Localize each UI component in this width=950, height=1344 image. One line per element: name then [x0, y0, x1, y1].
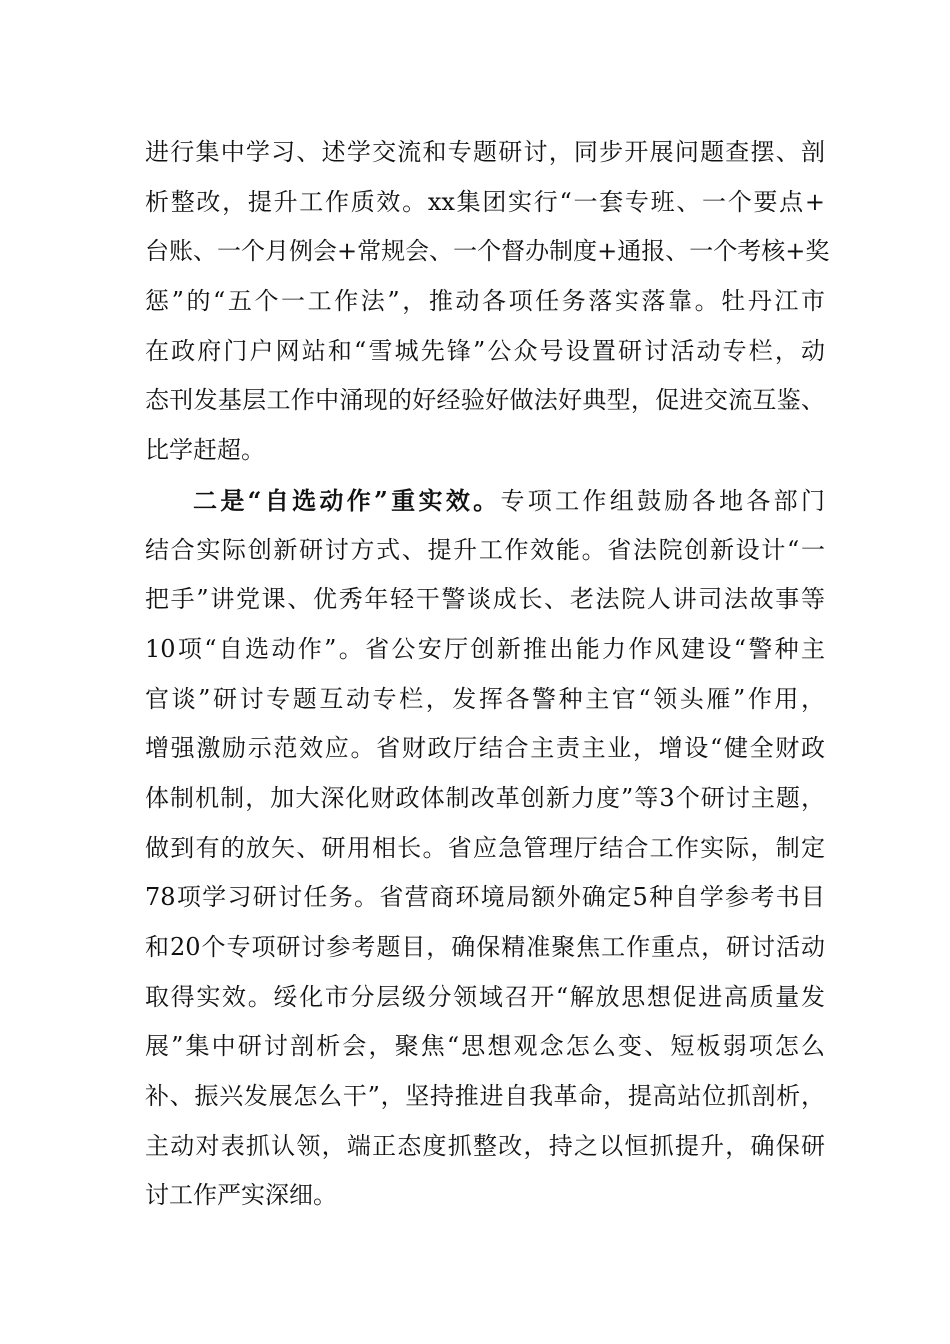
section-heading: 二是“自选动作”重实效。 [193, 485, 501, 515]
text-line: 比学赶超。 [145, 436, 265, 465]
text-line: 做到有的放矢、研用相长。省应急管理厅结合工作实际，制定 [145, 833, 825, 862]
text-line: 主动对表抓认领，端正态度抓整改，持之以恒抓提升，确保研 [145, 1131, 825, 1160]
text-line: 增强激励示范效应。省财政厅结合主责主业，增设“健全财政 [145, 734, 825, 763]
text-line: 态刊发基层工作中涌现的好经验好做法好典型，促进交流互鉴、 [145, 386, 825, 415]
text-line: 取得实效。绥化市分层级分领域召开“解放思想促进高质量发 [145, 982, 825, 1011]
text-line: 在政府门户网站和“雪城先锋”公众号设置研讨活动专栏，动 [145, 336, 825, 365]
paragraph-1 [145, 128, 830, 476]
text-line: 进行集中学习、述学交流和专题研讨，同步开展问题查摆、剖 [145, 138, 825, 166]
text-line: 官谈”研讨专题互动专栏，发挥各警种主官“领头雁”作用， [145, 684, 825, 713]
text-line: 体制机制，加大深化财政体制改革创新力度”等3个研讨主题， [145, 783, 825, 812]
paragraph-2 [145, 476, 825, 1221]
text-line: 结合实际创新研讨方式、提升工作效能。省法院创新设计“一 [145, 535, 825, 564]
text-line: 惩”的“五个一工作法”，推动各项任务落实落靠。牡丹江市 [145, 287, 825, 316]
text-line: 台账、一个月例会+常规会、一个督办制度+通报、一个考核+奖 [145, 237, 830, 266]
text-line: 10项“自选动作”。省公安厅创新推出能力作风建设“警种主 [145, 634, 825, 663]
text-line: 讨工作严实深细。 [145, 1181, 337, 1210]
first-line-text: 专项工作组鼓励各地各部门 [500, 486, 826, 515]
document-body [145, 128, 830, 1221]
text-line: 和20个专项研讨参考题目，确保精准聚焦工作重点，研讨活动 [145, 933, 825, 961]
text-line: 78项学习研讨任务。省营商环境局额外确定5种自学参考书目 [145, 883, 825, 912]
paragraph-2-first-line [145, 476, 825, 526]
text-line: 把手”讲党课、优秀年轻干警谈成长、老法院人讲司法故事等 [145, 585, 825, 614]
text-line: 析整改，提升工作质效。xx集团实行“一套专班、一个要点+ [145, 187, 825, 216]
text-line: 补、振兴发展怎么干”，坚持推进自我革命，提高站位抓剖析， [145, 1082, 825, 1111]
text-line: 展”集中研讨剖析会，聚焦“思想观念怎么变、短板弱项怎么 [145, 1032, 825, 1061]
